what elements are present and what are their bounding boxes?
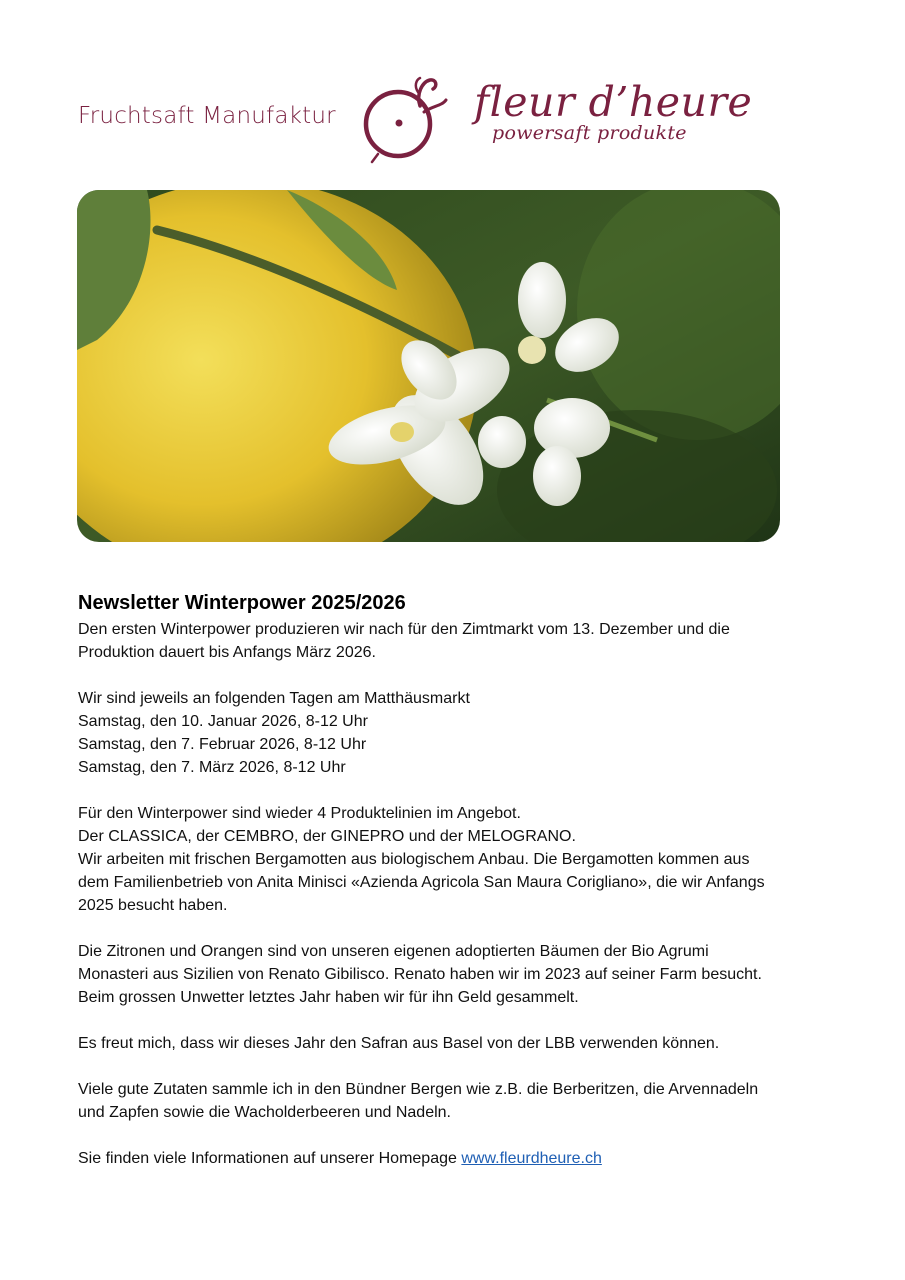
- products-paragraph: [78, 802, 838, 917]
- homepage-link[interactable]: www.fleurdheure.ch: [461, 1150, 602, 1167]
- ingredients-line: Viele gute Zutaten sammle ich in den Bündner Bergen wie z.B. die Berberitzen, die Arvennadeln: [78, 1081, 759, 1098]
- citrus-line: Beim grossen Unwetter letztes Jahr haben wir für ihn Geld gesammelt.: [78, 989, 579, 1006]
- citrus-paragraph: [78, 940, 838, 1009]
- market-intro-line: Wir sind jeweils an folgenden Tagen am Matthäusmarkt: [78, 690, 470, 707]
- market-date: Samstag, den 7. März 2026, 8-12 Uhr: [78, 759, 346, 776]
- products-line: Der CLASSICA, der CEMBRO, der GINEPRO und der MELOGRANO.: [78, 828, 576, 845]
- products-line: Wir arbeiten mit frischen Bergamotten aus biologischem Anbau. Die Bergamotten kommen aus: [78, 851, 750, 868]
- homepage-text: Sie finden viele Informationen auf unserer Homepage: [78, 1150, 462, 1167]
- products-line: Für den Winterpower sind wieder 4 Produktelinien im Angebot.: [78, 805, 521, 822]
- homepage-paragraph: [78, 1147, 838, 1170]
- intro-line: Produktion dauert bis Anfangs März 2026.: [78, 644, 376, 661]
- tagline: Fruchtsaft Manufaktur: [78, 103, 336, 129]
- market-dates-paragraph: [78, 687, 838, 779]
- hero-image: [77, 190, 780, 542]
- intro-paragraph: [78, 618, 838, 664]
- saffron-line: Es freut mich, dass wir dieses Jahr den Safran aus Basel von der LBB verwenden können.: [78, 1035, 720, 1052]
- brand-name: fleur d’heure: [474, 78, 753, 126]
- newsletter-title: Newsletter Winterpower 2025/2026: [78, 592, 406, 614]
- ingredients-line: und Zapfen sowie die Wacholderbeeren und Nadeln.: [78, 1104, 451, 1121]
- citrus-line: Monasteri aus Sizilien von Renato Gibilisco. Renato haben wir im 2023 auf seiner Farm besucht.: [78, 966, 762, 983]
- market-date: Samstag, den 10. Januar 2026, 8-12 Uhr: [78, 713, 368, 730]
- saffron-paragraph: [78, 1032, 838, 1055]
- intro-line: Den ersten Winterpower produzieren wir nach für den Zimtmarkt vom 13. Dezember und die: [78, 621, 730, 638]
- market-date: Samstag, den 7. Februar 2026, 8-12 Uhr: [78, 736, 367, 753]
- flower-bud-logo-icon: [358, 72, 454, 164]
- ingredients-paragraph: [78, 1078, 838, 1124]
- citrus-line: Die Zitronen und Orangen sind von unseren eigenen adoptierten Bäumen der Bio Agrumi: [78, 943, 709, 960]
- products-line: 2025 besucht haben.: [78, 897, 228, 914]
- brand-subtitle: powersaft produkte: [492, 122, 687, 144]
- products-line: dem Familienbetrieb von Anita Minisci «Azienda Agricola San Maura Corigliano», die wir Anfangs: [78, 874, 765, 891]
